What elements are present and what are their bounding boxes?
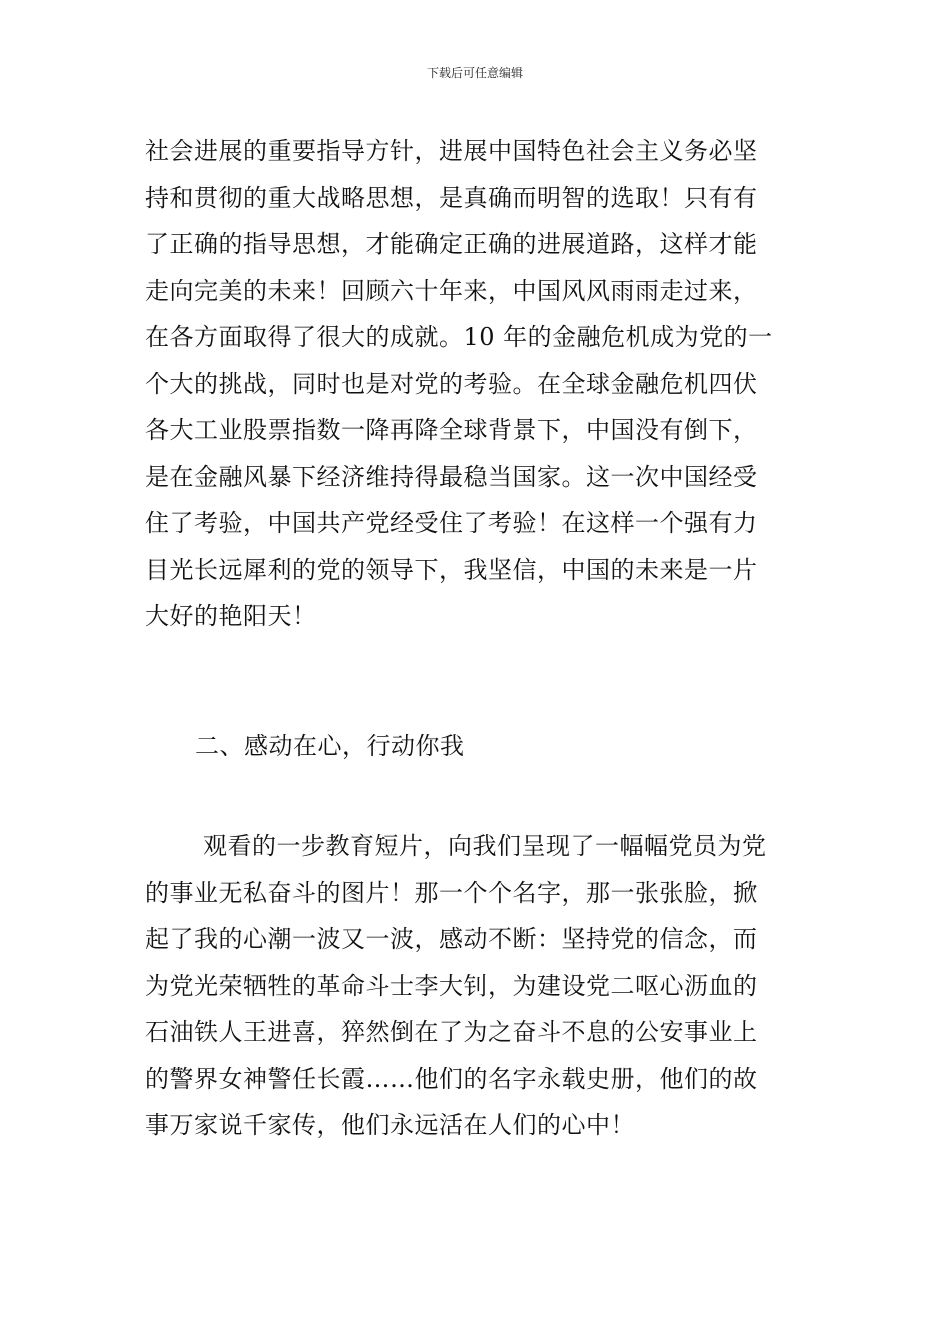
text-line: 了正确的指导思想，才能确定正确的进展道路，这样才能 bbox=[145, 230, 758, 258]
text-line: 石油铁人王进喜，猝然倒在了为之奋斗不息的公安事业上 bbox=[145, 1018, 758, 1046]
text-line: 走向完美的未来！回顾六十年来，中国风风雨雨走过来， bbox=[145, 276, 758, 305]
paragraph-1 bbox=[145, 128, 815, 640]
page-header: 下载后可任意编辑 bbox=[426, 66, 523, 80]
section-heading: 二、感动在心，行动你我 bbox=[195, 732, 465, 760]
text-line: 大好的艳阳天！ bbox=[145, 602, 317, 630]
text-line: 在各方面取得了很大的成就。10 年的金融危机成为党的一 bbox=[145, 323, 773, 351]
text-line: 的警界女神警任长霞……他们的名字永载史册，他们的故 bbox=[145, 1064, 758, 1093]
text-line: 个大的挑战，同时也是对党的考验。在全球金融危机四伏 bbox=[145, 369, 758, 398]
text-line: 是在金融风暴下经济维持得最稳当国家。这一次中国经受 bbox=[145, 462, 758, 491]
text-line: 社会进展的重要指导方针，进展中国特色社会主义务必坚 bbox=[145, 137, 758, 165]
text-line: 目光长远犀利的党的领导下，我坚信，中国的未来是一片 bbox=[145, 555, 758, 584]
paragraph-2 bbox=[145, 823, 815, 1149]
text-line: 的事业无私奋斗的图片！那一个个名字，那一张张脸，掀 bbox=[145, 878, 758, 907]
text-line: 事万家说千家传，他们永远活在人们的心中！ bbox=[145, 1111, 635, 1139]
text-line: 起了我的心潮一波又一波，感动不断：坚持党的信念，而 bbox=[145, 925, 758, 953]
text-line: 各大工业股票指数一降再降全球背景下，中国没有倒下， bbox=[145, 416, 758, 444]
text-line: 为党光荣牺牲的革命斗士李大钊，为建设党二呕心沥血的 bbox=[145, 971, 758, 1000]
text-line: 住了考验，中国共产党经受住了考验！在这样一个强有力 bbox=[145, 509, 758, 537]
text-line: 持和贯彻的重大战略思想，是真确而明智的选取！只有有 bbox=[145, 183, 758, 212]
text-line: 观看的一步教育短片，向我们呈现了一幅幅党员为党 bbox=[203, 832, 767, 860]
